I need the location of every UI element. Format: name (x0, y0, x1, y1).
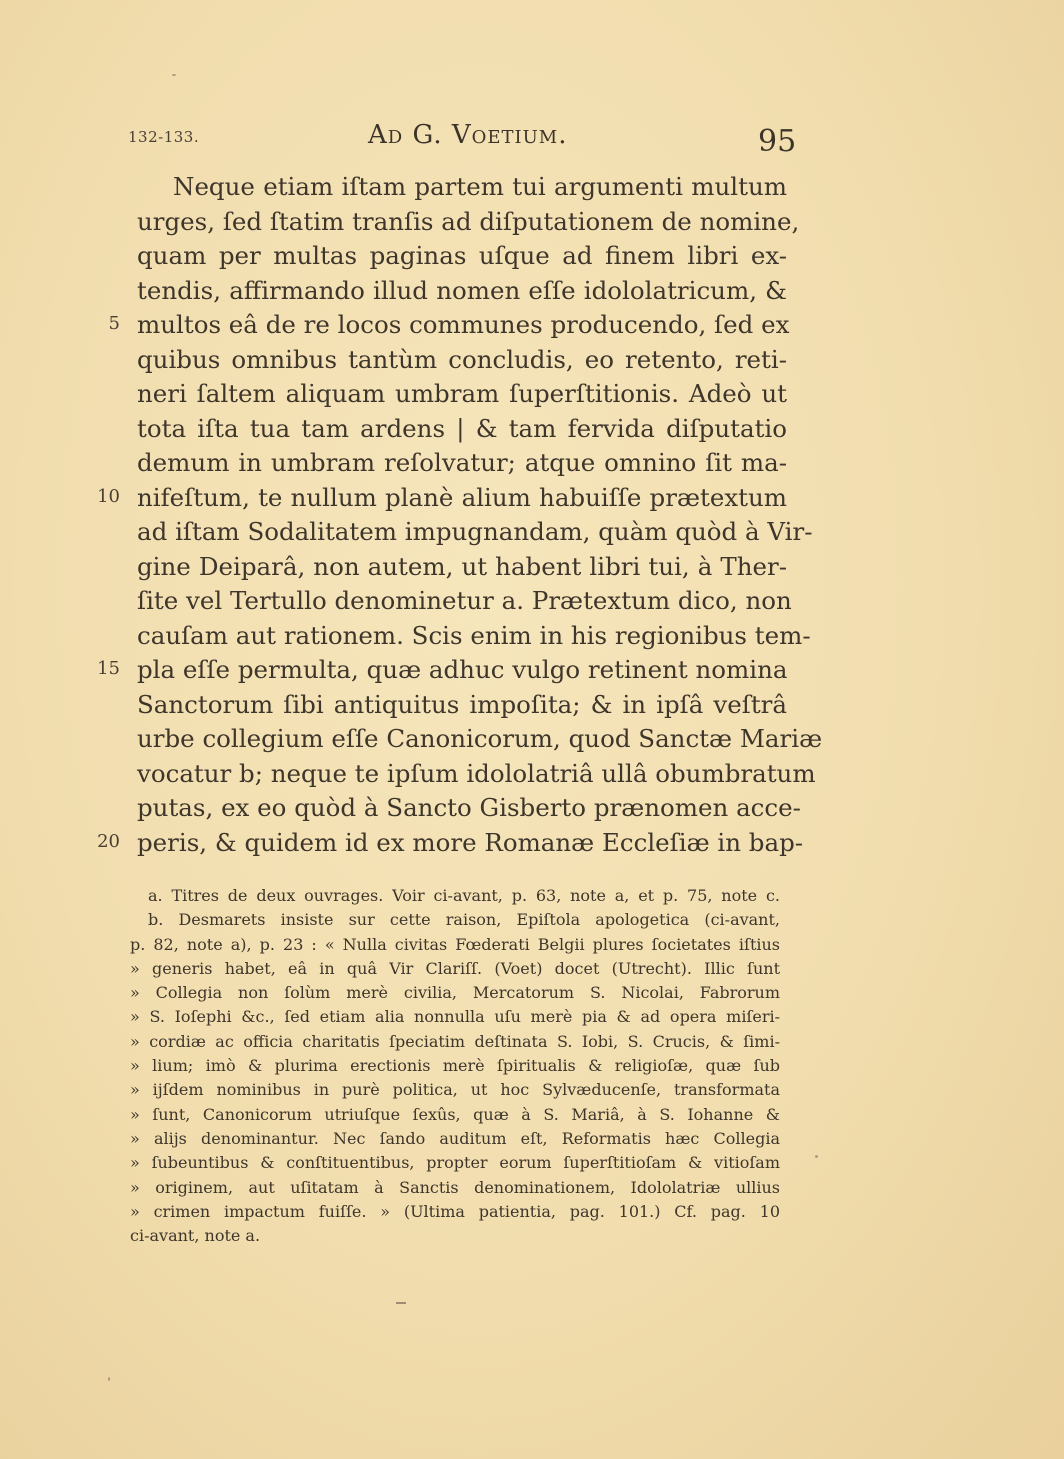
text-line: Sanctorum ſibi antiquitus impoſita; & in ipſâ veſtrâ (137, 689, 787, 719)
footnote-line: » ijſdem nominibus in purè politica, ut hoc Sylvæducenſe, transformata (130, 1080, 780, 1100)
paper-speck (108, 1377, 110, 1381)
footnote-line: ci-avant, note a. (130, 1226, 261, 1246)
footnote-line: » lium; imò & plurima erectionis merè ſpiritualis & religioſæ, quæ ſub (130, 1056, 780, 1076)
footnote-line: » alijs denominantur. Nec ſando auditum eſt, Reformatis hæc Collegia (130, 1128, 780, 1148)
footnote-line: » crimen impactum fuiſſe. » (Ultima patientia, pag. 101.) Cf. pag. 10 (130, 1201, 780, 1221)
text-line: vocatur b; neque te ipſum idololatriâ ullâ obumbratum (137, 758, 816, 788)
text-line: urges, ſed ſtatim tranſis ad diſputationem de nomine, (137, 206, 800, 236)
text-line: ſite vel Tertullo denominetur a. Prætextum dico, non (137, 586, 792, 615)
footnote-line: » ſunt, Canonicorum utriuſque ſexûs, quæ à S. Mariâ, à S. Iohanne & (130, 1104, 780, 1124)
footnote-line: » S. Ioſephi &c., ſed etiam alia nonnulla uſu merè pia & ad opera miſeri- (130, 1007, 780, 1027)
text-line: pla eſſe permulta, quæ adhuc vulgo retinent nomina (137, 655, 788, 684)
footnote-line: » generis habet, eâ in quâ Vir Clariſſ. (Voet) docet (Utrecht). Illic ſunt (130, 958, 780, 978)
line-number: 15 (97, 658, 120, 679)
text-line: putas, ex eo quòd à Sancto Gisberto prænomen acce- (137, 793, 801, 822)
text-line: tendis, affirmando illud nomen eſſe idololatricum, & (137, 275, 787, 305)
page-mark (396, 1302, 406, 1304)
footnote-line: » cordiæ ac officia charitatis ſpeciatim deſtinata S. Iobi, S. Crucis, & ſimi- (130, 1031, 780, 1051)
text-line: quam per multas paginas uſque ad finem libri ex- (137, 241, 787, 270)
text-line: quibus omnibus tantùm concludis, eo retento, reti- (137, 344, 787, 374)
text-line: urbe collegium eſſe Canonicorum, quod Sanctæ Mariæ (137, 724, 823, 753)
footnote-line: » Collegia non ſolùm merè civilia, Mercatorum S. Nicolai, Fabrorum (130, 983, 780, 1003)
line-number: 10 (97, 486, 120, 507)
footnote-line: b. Desmarets insiste sur cette raison, Epiſtola apologetica (ci-avant, (148, 910, 780, 930)
paper-speck (815, 1155, 818, 1158)
text-line: nifeſtum, te nullum planè alium habuiſſe prætextum (137, 482, 787, 512)
footnotes (130, 884, 780, 1248)
footnote-line: » originem, aut uſitatam à Sanctis denominationem, Idololatriæ ullius (130, 1177, 780, 1197)
text-line: Neque etiam iſtam partem tui argumenti multum (173, 172, 787, 201)
text-line: neri ſaltem aliquam umbram ſuperſtitionis. Adeò ut (137, 379, 787, 408)
running-title: Ad G. Voetium. (368, 120, 568, 150)
page-range: 132-133. (128, 128, 200, 146)
text-line: tota iſta tua tam ardens | & tam fervida diſputatio (137, 413, 787, 443)
text-line: demum in umbram reſolvatur; atque omnino ſit ma- (137, 448, 787, 477)
text-line: gine Deiparâ, non autem, ut habent libri tui, à Ther- (137, 551, 787, 581)
text-line: ad iſtam Sodalitatem impugnandam, quàm quòd à Vir- (137, 517, 813, 546)
page-number: 95 (758, 124, 797, 159)
footnote-line: a. Titres de deux ouvrages. Voir ci-avant, p. 63, note a, et p. 75, note c. (148, 886, 780, 905)
main-text (137, 170, 823, 860)
text-line: peris, & quidem id ex more Romanæ Eccleſiæ in bap- (137, 827, 804, 857)
footnote-line: p. 82, note a), p. 23 : « Nulla civitas Fœderati Belgii plures ſocietates iſtius (130, 934, 780, 954)
line-number: 5 (108, 313, 120, 334)
line-number: 20 (97, 831, 120, 852)
paper-speck (172, 74, 176, 76)
footnote-line: » ſubeuntibus & conſtituentibus, propter eorum ſuperſtitioſam & vitioſam (130, 1153, 780, 1173)
text-line: cauſam aut rationem. Scis enim in his regionibus tem- (137, 620, 811, 650)
text-line: multos eâ de re locos communes producendo, ſed ex (137, 310, 790, 339)
